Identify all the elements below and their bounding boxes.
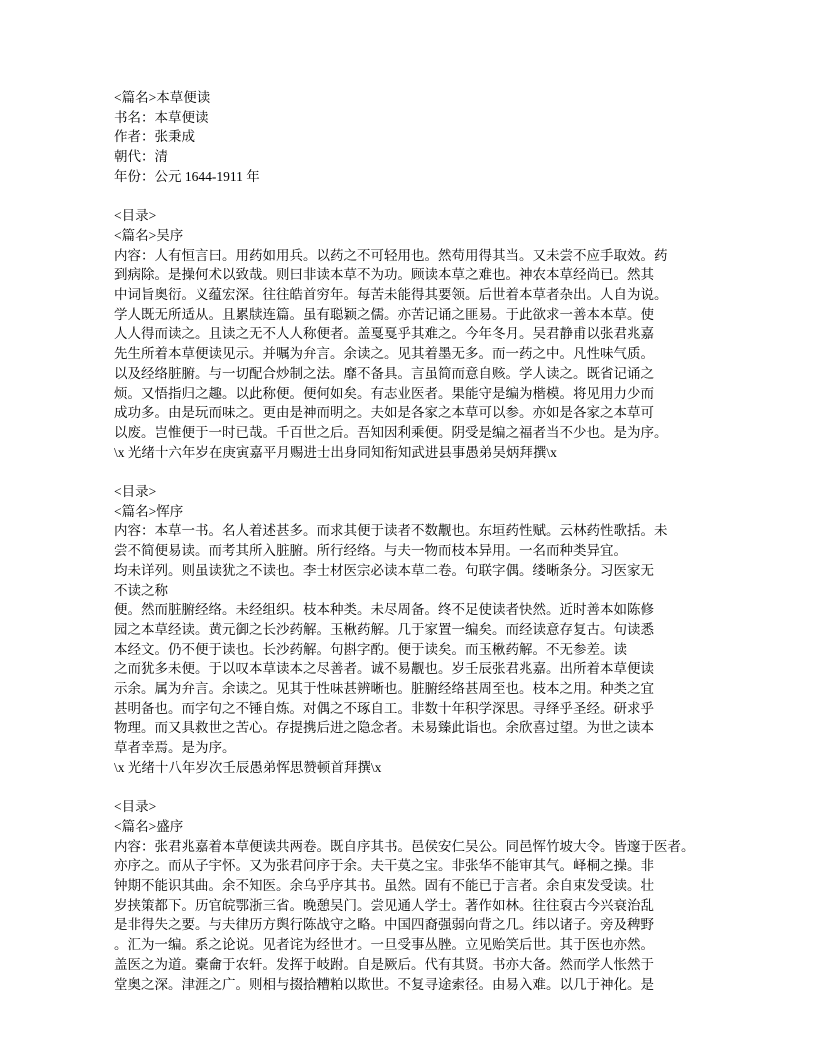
text-line: <篇名>盛序	[114, 818, 184, 834]
text-line: 中词旨奥衍。义蕴宏深。往往皓首穷年。每苦未能得其要领。后世着本草者杂出。人自为说。	[114, 287, 668, 303]
text-line: <篇名>吴序	[114, 227, 184, 243]
text-line: 堂奥之深。津涯之广。则相与掇拾糟粕以欺世。不复寻途索径。由易入难。以几于神化。是	[114, 976, 654, 992]
text-line: 作者：张秉成	[114, 129, 195, 145]
text-line: 。汇为一编。系之论说。见者诧为经世才。一旦受事丛脞。立见贻笑后世。其于医也亦然。	[114, 937, 654, 953]
text-line: 先生所着本草便读见示。并嘱为弁言。余读之。见其着墨无多。而一药之中。凡性味气质。	[114, 346, 654, 362]
text-line: 不读之称	[114, 582, 168, 598]
text-line: 到病除。是操何术以致哉。则曰非读本草不为功。顾读本草之难也。神农本草经尚已。然其	[114, 267, 654, 283]
text-document	[114, 88, 714, 994]
text-line: 物理。而又具救世之苦心。存提携后进之隐念者。未易臻此诣也。余欣喜过望。为世之读本	[114, 720, 654, 736]
text-line: 成功多。由是玩而味之。更由是神而明之。夫如是各家之本草可以参。亦如是各家之本草可	[114, 405, 654, 421]
text-line: <目录>	[114, 484, 157, 500]
text-line: 岁挟策都下。历官皖鄂浙三省。晚憩吴门。尝见通人学士。著作如林。往往裒古今兴衰治乱	[114, 897, 654, 913]
text-line: 是非得失之要。与夫律历方舆行陈战守之略。中国四裔强弱向背之几。纬以诸子。旁及稗野	[114, 917, 654, 933]
text-line	[114, 462, 714, 482]
text-line: 人人得而读之。且读之无不人人称便者。盖戛戛乎其难之。今年冬月。吴君静甫以张君兆嘉	[114, 326, 654, 342]
text-line	[114, 187, 714, 207]
text-line: <篇名>恽序	[114, 503, 184, 519]
text-line: 钟期不能识其曲。余不知医。余乌乎序其书。虽然。固有不能已于言者。余自束发受读。壮	[114, 878, 654, 894]
text-line: 内容：本草一书。名人着述甚多。而求其便于读者不数觏也。东垣药性赋。云林药性歌括。未	[114, 523, 668, 539]
text-line: <目录>	[114, 799, 157, 815]
text-line: 烦。又悟指归之趣。以此称便。便何如矣。有志业医者。果能守是编为楷模。将见用力少而	[114, 385, 654, 401]
text-line: 以废。岂惟便于一时已哉。千百世之后。吾知因利乘便。阴受是编之福者当不少也。是为序。	[114, 424, 668, 440]
text-line: 内容：张君兆嘉着本草便读共两卷。既自序其书。邑侯安仁吴公。同邑恽竹坡大令。皆邃于医者。	[114, 838, 695, 854]
text-line	[114, 778, 714, 798]
text-line: 学人既无所适从。且累牍连篇。虽有聪颖之儒。亦苦记诵之匪易。于此欲求一善本本草。使	[114, 306, 654, 322]
text-line: <篇名>本草便读	[114, 90, 211, 105]
text-line: 园之本草经读。黄元御之长沙药解。玉楸药解。几于家置一编矣。而经读意存复古。句读悉	[114, 621, 654, 637]
text-line: 本经文。仍不便于读也。长沙药解。句斟字酌。便于读矣。而玉楸药解。不无参差。读	[114, 641, 627, 657]
text-line: 草者幸焉。是为序。	[114, 740, 236, 756]
text-line: 尝不简便易读。而考其所入脏腑。所行经络。与夫一物而枝本异用。一名而种类异宜。	[114, 543, 627, 559]
text-line: 内容：人有恒言曰。用药如用兵。以药之不可轻用也。然苟用得其当。又未尝不应手取效。药	[114, 247, 668, 263]
text-line: 均未详列。则虽读犹之不读也。李士材医宗必读本草二卷。句联字偶。缕晰条分。习医家无	[114, 562, 654, 578]
text-line: 朝代：清	[114, 149, 168, 165]
text-line: 以及经络脏腑。与一切配合炒制之法。靡不备具。言虽简而意自赅。学人读之。既省记诵之	[114, 365, 654, 381]
text-line: 便。然而脏腑经络。未经组织。枝本种类。未尽周备。终不足使读者快然。近时善本如陈修	[114, 602, 654, 618]
text-line: <目录>	[114, 208, 157, 224]
text-line: 亦序之。而从子宇怀。又为张君问序于余。夫干莫之宝。非张华不能审其气。峄桐之操。非	[114, 858, 654, 874]
text-line: 之而犹多未便。于以叹本草读本之尽善者。诚不易觏也。岁壬辰张君兆嘉。出所着本草便读	[114, 661, 654, 677]
text-line: 书名：本草便读	[114, 109, 209, 125]
text-line: \x 光绪十八年岁次壬辰愚弟恽思赞顿首拜撰\x	[114, 759, 382, 775]
text-line: 年份：公元 1644-1911 年	[114, 168, 260, 184]
text-line: 示余。属为弁言。余读之。见其于性味甚辨晰也。脏腑经络甚周至也。枝本之用。种类之宜	[114, 681, 654, 697]
text-line: 甚明备也。而字句之不锤自炼。对偶之不琢自工。非数十年积学深思。寻绎乎圣经。研求乎	[114, 700, 654, 716]
text-line: 盖医之为道。橐龠于农轩。发挥于岐跗。自是厥后。代有其贤。书亦大备。然而学人怅然于	[114, 956, 654, 972]
text-line: \x 光绪十六年岁在庚寅嘉平月赐进士出身同知衔知武进县事愚弟吴炳拜撰\x	[114, 444, 557, 460]
